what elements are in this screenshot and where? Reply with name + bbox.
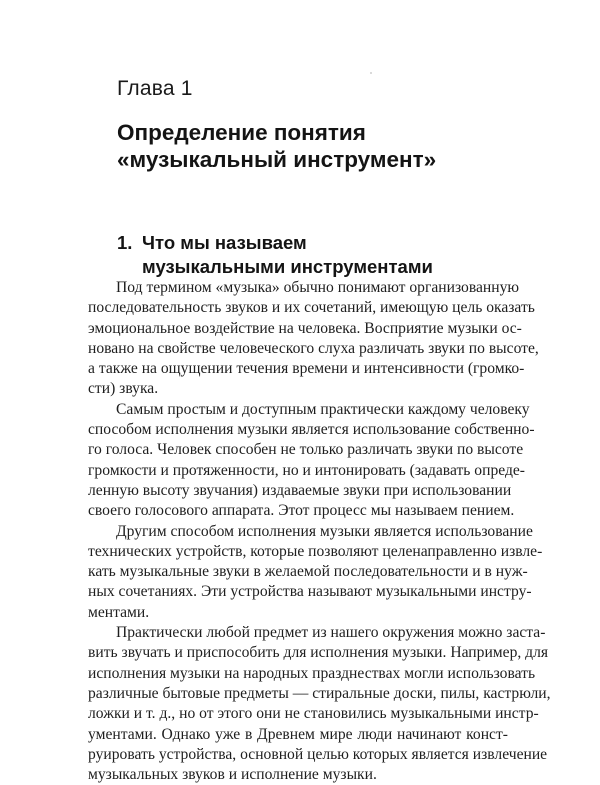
text-line: Под термином «музыка» обычно понимают организованную [116, 279, 520, 296]
text-line: ментами. [88, 603, 150, 621]
text-line: различные бытовые предметы — стиральные доски, пилы, кастрюли, [88, 684, 551, 702]
paragraph [88, 278, 539, 400]
text-line: ных сочетаниях. Эти устройства называют музыкальными инстру- [88, 583, 532, 601]
section-number: 1. [117, 232, 133, 253]
text-line: го голоса. Человек способен не только различать звуки по высоте [88, 441, 524, 459]
chapter-title [117, 119, 517, 173]
text-line: новано на свойстве человеческого слуха различать звуки по высоте, [88, 339, 539, 357]
body-text [88, 278, 551, 785]
paragraph [88, 400, 535, 522]
text-line: руировать устройства, основной целью которых является извлечение [88, 745, 548, 763]
text-line: эмоциональное воздействие на человека. Восприятие музыки ос- [88, 319, 522, 337]
text-line: громкости и протяженности, но и интонировать (задавать опреде- [88, 461, 526, 479]
text-line: музыкальных звуков и исполнение музыки. [88, 766, 377, 784]
text-line: ленную высоту звучания) издаваемые звуки при использовании [88, 481, 512, 499]
text-line: ложки и т. д., но от этого они не становились музыкальными инстр- [88, 705, 539, 723]
paragraph [88, 522, 543, 623]
section-title-line-1: Что мы называем [142, 232, 307, 253]
text-line: своего голосового аппарата. Этот процесс мы называем пением. [88, 502, 515, 520]
paper-speck [370, 72, 372, 74]
text-line: вить звучать и приспособить для исполнения музыки. Например, для [88, 644, 549, 662]
text-line: Практически любой предмет из нашего окружения можно заста- [116, 624, 546, 642]
section-heading [117, 231, 433, 279]
text-line: последовательность звуков и их сочетаний, имеющую цель оказать [88, 299, 535, 317]
text-line: а также на ощущении течения времени и интенсивности (громко- [88, 360, 525, 378]
text-line: Другим способом исполнения музыки является использование [116, 522, 533, 540]
text-line: ументами. Однако уже в Древнем мире люди начинают конст- [88, 725, 508, 743]
chapter-title-line-1: Определение понятия [117, 120, 366, 145]
text-line: технических устройств, которые позволяют целенаправленно извле- [88, 542, 543, 560]
text-line: способом исполнения музыки является использование собственно- [88, 421, 535, 439]
section-heading-line-1 [117, 231, 433, 255]
paragraph [88, 623, 551, 785]
text-line: сти) звука. [88, 380, 159, 398]
section-title-line-2: музыкальными инструментами [142, 256, 433, 277]
text-line: кать музыкальные звуки в желаемой последовательности и в нуж- [88, 563, 528, 581]
chapter-title-line-2: «музыкальный инструмент» [117, 147, 437, 172]
chapter-label: Глава 1 [117, 77, 193, 100]
text-line: Самым простым и доступным практически каждому человеку [116, 400, 530, 418]
text-line: исполнения музыки на народных празднествах могли использовать [88, 664, 536, 682]
